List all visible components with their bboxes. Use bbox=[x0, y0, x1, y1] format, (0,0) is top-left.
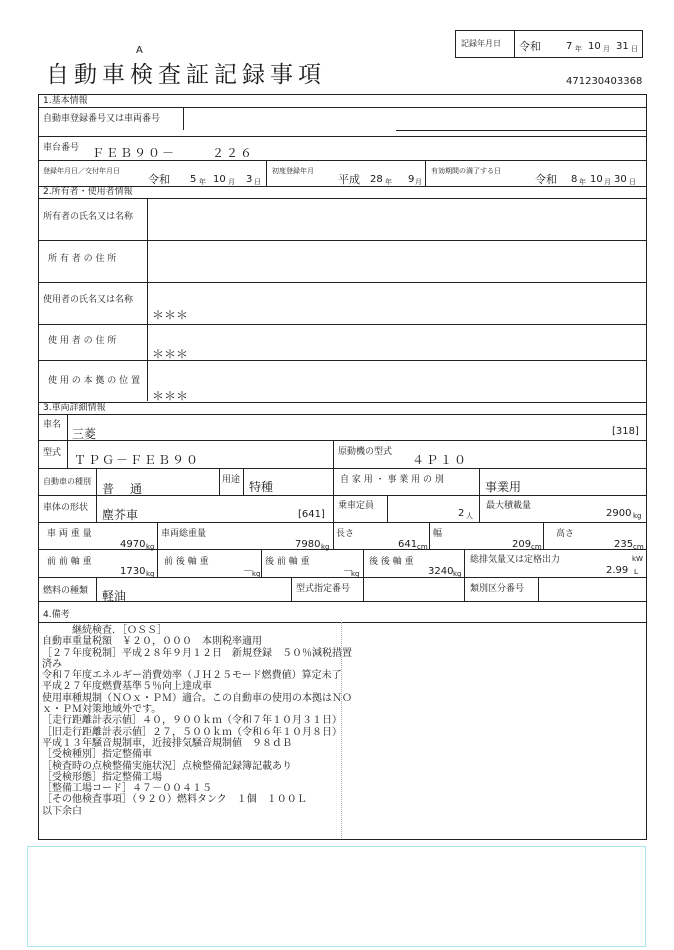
section-notes-label: 4.備考 bbox=[43, 610, 70, 620]
user-address-label: 使 用 者 の 住 所 bbox=[48, 336, 117, 346]
notes-line: 平成２７年度燃費基準５％向上達成車 bbox=[42, 681, 212, 693]
notes-line: ［整備工場コード］４７－００４１５ bbox=[42, 783, 212, 795]
owner-address-label: 所 有 者 の 住 所 bbox=[48, 254, 117, 264]
notes-line: ｘ・ＰＭ対策地域外です。 bbox=[42, 704, 162, 716]
record-date-label: 記録年月日 bbox=[461, 39, 501, 48]
first-year: 28 bbox=[370, 174, 383, 185]
chassis-label: 車台番号 bbox=[43, 143, 80, 153]
record-month: 10 bbox=[588, 41, 601, 52]
capacity-value: 2 bbox=[458, 508, 465, 519]
private-value: 事業用 bbox=[485, 480, 522, 494]
max-load-value: 2900 bbox=[606, 508, 632, 519]
engine-label: 原動機の型式 bbox=[338, 447, 393, 457]
reg-year-unit: 年 bbox=[199, 178, 206, 186]
reg-day: 3 bbox=[246, 174, 253, 185]
model-label: 型式 bbox=[43, 448, 62, 458]
maker-label: 車名 bbox=[43, 420, 62, 430]
first-era: 平成 bbox=[338, 173, 360, 186]
type-designation-label: 型式指定番号 bbox=[296, 584, 351, 594]
rf-axle-unit: kg bbox=[351, 570, 360, 578]
width-value: 209 bbox=[512, 539, 532, 550]
private-label: 自 家 用 ・ 事 業 用 の 別 bbox=[340, 475, 444, 485]
notes-line: 使用車種規制（ＮＯｘ・ＰＭ）適合。この自動車の使用の本拠はＮＯ bbox=[42, 692, 352, 704]
length-unit: cm bbox=[417, 543, 428, 551]
notes-line: ［その他検査事項］（９２０）燃料タンク １個 １００Ｌ bbox=[42, 794, 307, 806]
user-address-value: ＊＊＊ bbox=[152, 347, 189, 361]
length-label: 長さ bbox=[336, 529, 355, 539]
displacement-value: 2.99 bbox=[606, 565, 629, 576]
base-location-value: ＊＊＊ bbox=[152, 389, 189, 403]
weight-label: 車 両 重 量 bbox=[47, 529, 92, 539]
document-number: 471230403368 bbox=[566, 76, 643, 87]
maker-value: 三菱 bbox=[72, 427, 97, 441]
fr-axle-value: － bbox=[243, 566, 253, 577]
reg-month-unit: 月 bbox=[228, 178, 235, 186]
notes-line: 平成１３年騒音規制車，近接排気騒音規制値 ９８ｄＢ bbox=[42, 737, 292, 749]
fr-axle-label: 前 後 軸 重 bbox=[164, 557, 209, 567]
edition-mark: A bbox=[136, 45, 143, 56]
record-day: 31 bbox=[616, 41, 629, 52]
expiry-day: 30 bbox=[614, 174, 627, 185]
category-label: 類別区分番号 bbox=[470, 584, 525, 594]
weight-unit: kg bbox=[146, 543, 155, 551]
registration-label: 自動車登録番号又は車両番号 bbox=[43, 114, 161, 124]
first-reg-label: 初度登録年月 bbox=[272, 167, 314, 175]
expiry-month: 10 bbox=[590, 174, 603, 185]
chassis-prefix: ＦＥＢ９０－ bbox=[92, 146, 177, 160]
fuel-value: 軽油 bbox=[102, 589, 127, 603]
user-name-value: ＊＊＊ bbox=[152, 308, 189, 322]
section-basic-label: 1.基本情報 bbox=[43, 96, 88, 106]
displacement-unit-l: L bbox=[634, 568, 638, 576]
capacity-unit: 人 bbox=[466, 512, 473, 520]
notes-line: 自動車重量税額 ￥２０，０００ 本則税率適用 bbox=[42, 636, 262, 648]
base-location-label: 使 用 の 本 拠 の 位 置 bbox=[48, 376, 141, 386]
engine-value: ４Ｐ１０ bbox=[412, 453, 469, 467]
notes-line: 継続検査．［ＯＳＳ］ bbox=[42, 625, 167, 636]
notes-line: ［受検種別］指定整備車 bbox=[42, 749, 152, 761]
notes-line: ［受検形態］指定整備工場 bbox=[42, 771, 162, 783]
reg-day-unit: 日 bbox=[254, 178, 261, 186]
max-load-unit: kg bbox=[633, 512, 642, 520]
notes-list bbox=[42, 625, 352, 817]
notes-line: ［旧走行距離計表示値］２７，５００ｋｍ（令和６年１０月８日） bbox=[42, 726, 342, 738]
rr-axle-value: 3240 bbox=[428, 566, 454, 577]
notes-line: 令和７年度エネルギー消費効率（ＪＨ２５モード燃費値）算定未了 bbox=[42, 670, 342, 682]
first-year-unit: 年 bbox=[385, 178, 392, 186]
notes-line: 済み bbox=[42, 658, 62, 670]
rf-axle-label: 後 前 軸 重 bbox=[265, 557, 310, 567]
expiry-era: 令和 bbox=[535, 173, 557, 186]
shape-value: 塵芥車 bbox=[102, 508, 139, 522]
height-value: 235 bbox=[614, 539, 634, 550]
user-name-label: 使用者の氏名又は名称 bbox=[43, 295, 134, 305]
max-load-label: 最大積載量 bbox=[486, 501, 532, 511]
expiry-day-unit: 日 bbox=[629, 178, 636, 186]
length-value: 641 bbox=[398, 539, 418, 550]
width-unit: cm bbox=[531, 543, 542, 551]
width-label: 幅 bbox=[433, 529, 443, 539]
rr-axle-label: 後 後 軸 重 bbox=[369, 557, 414, 567]
notes-line: ［２７年度税制］平成２８年９月１２日 新規登録 ５０％減税措置 bbox=[42, 647, 352, 659]
owner-name-label: 所有者の氏名又は名称 bbox=[43, 212, 134, 222]
shape-code: [641] bbox=[298, 509, 325, 520]
use-label: 用途 bbox=[222, 475, 241, 485]
fuel-label: 燃料の種類 bbox=[43, 586, 89, 596]
reg-year: 5 bbox=[190, 174, 197, 185]
first-month: 9 bbox=[408, 174, 415, 185]
maker-code: [318] bbox=[612, 426, 639, 437]
gross-value: 7980 bbox=[295, 539, 321, 550]
displacement-unit-kw: kW bbox=[632, 555, 643, 563]
ff-axle-value: 1730 bbox=[120, 566, 146, 577]
notes-line: ［走行距離計表示値］４０，９００ｋｍ（令和７年１０月３１日） bbox=[42, 715, 342, 727]
kind-value: 普 通 bbox=[102, 482, 145, 496]
record-year: 7 bbox=[566, 41, 573, 52]
height-unit: cm bbox=[633, 543, 644, 551]
record-month-unit: 月 bbox=[603, 45, 610, 53]
record-day-unit: 日 bbox=[631, 45, 638, 53]
reg-month: 10 bbox=[213, 174, 226, 185]
reg-date-label: 登録年月日／交付年月日 bbox=[43, 167, 120, 175]
weight-value: 4970 bbox=[120, 539, 146, 550]
gross-unit: kg bbox=[321, 543, 330, 551]
blank-panel bbox=[27, 846, 646, 947]
notes-line: 以下余白 bbox=[42, 805, 82, 817]
document-title: 自動車検査証記録事項 bbox=[46, 62, 326, 88]
record-year-unit: 年 bbox=[575, 45, 582, 53]
height-label: 高さ bbox=[556, 529, 575, 539]
expiry-year: 8 bbox=[571, 174, 578, 185]
rf-axle-value: － bbox=[343, 566, 353, 577]
expiry-month-unit: 月 bbox=[604, 178, 611, 186]
shape-label: 車体の形状 bbox=[43, 503, 89, 513]
expiry-label: 有効期間の満了する日 bbox=[431, 167, 501, 175]
kind-label: 自動車の種別 bbox=[43, 477, 91, 486]
ff-axle-unit: kg bbox=[146, 570, 155, 578]
ff-axle-label: 前 前 軸 重 bbox=[47, 557, 92, 567]
notes-line: ［検査時の点検整備実施状況］点検整備記録簿記載あり bbox=[42, 760, 292, 772]
chassis-suffix: ２２６ bbox=[212, 146, 255, 160]
first-month-unit: 月 bbox=[415, 178, 422, 186]
use-value: 特種 bbox=[249, 480, 274, 494]
section-vehicle-label: 3.車両詳細情報 bbox=[43, 403, 106, 413]
rr-axle-unit: kg bbox=[453, 570, 462, 578]
record-era: 令和 bbox=[519, 40, 541, 53]
fr-axle-unit: kg bbox=[252, 570, 261, 578]
section-owner-label: 2.所有者・使用者情報 bbox=[43, 187, 133, 197]
capacity-label: 乗車定員 bbox=[338, 501, 375, 511]
reg-era: 令和 bbox=[148, 173, 170, 186]
model-value: ＴＰＧ－ＦＥＢ９０ bbox=[74, 453, 201, 467]
gross-label: 車両総重量 bbox=[161, 529, 207, 539]
displacement-label: 総排気量又は定格出力 bbox=[470, 555, 561, 565]
expiry-year-unit: 年 bbox=[579, 178, 586, 186]
